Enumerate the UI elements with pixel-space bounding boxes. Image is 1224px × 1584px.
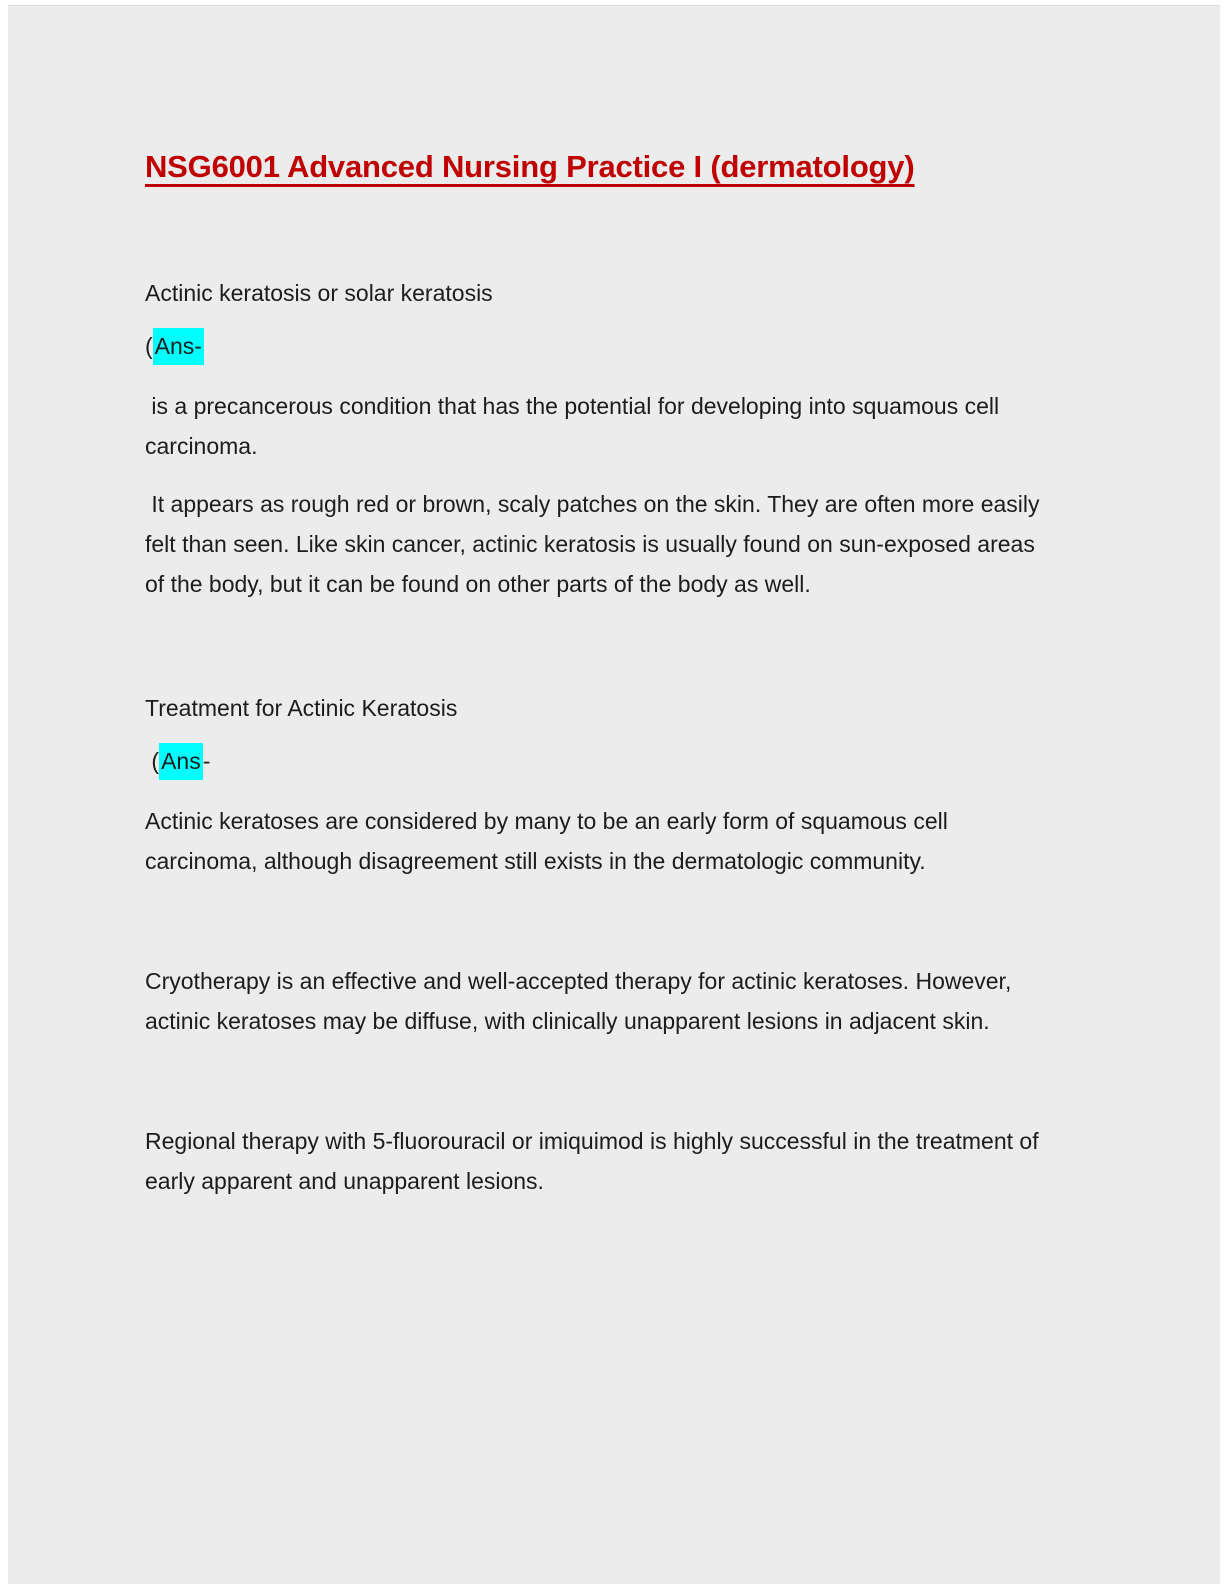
question-heading-actinic-keratosis: Actinic keratosis or solar keratosis xyxy=(145,280,493,306)
answer-marker-line xyxy=(145,326,1050,366)
paragraph-precancerous-condition: is a precancerous condition that has the potential for developing into squamous cell carcinoma. xyxy=(145,393,1006,459)
paragraph-appearance-description: It appears as rough red or brown, scaly patches on the skin. They are often more easily felt than seen. Like skin cancer, actinic keratosis is usually found on sun-exposed areas of the body, but it can be found on other parts of the body as well. xyxy=(145,491,1046,597)
paragraph-early-form: Actinic keratoses are considered by many to be an early form of squamous cell carcinoma, although disagreement still exists in the dermatologic community. xyxy=(145,808,955,874)
paragraph-regional-therapy: Regional therapy with 5-fluorouracil or imiquimod is highly successful in the treatment of early apparent and unapparent lesions. xyxy=(145,1128,1045,1194)
answer-suffix: - xyxy=(202,748,211,774)
question-heading-treatment: Treatment for Actinic Keratosis xyxy=(145,695,458,721)
answer-prefix: ( xyxy=(145,333,153,359)
document-content xyxy=(8,6,1050,1201)
paragraph-cryotherapy: Cryotherapy is an effective and well-accepted therapy for actinic keratoses. However, actinic keratoses may be diffuse, with clinically unapparent lesions in adjacent skin. xyxy=(145,968,1018,1034)
answer-highlight: Ans- xyxy=(153,328,204,365)
page-title: NSG6001 Advanced Nursing Practice I (dermatology) xyxy=(145,149,915,184)
answer-marker-line xyxy=(145,741,1050,781)
answer-prefix: ( xyxy=(145,748,160,774)
document-page xyxy=(8,5,1220,1584)
answer-highlight: Ans xyxy=(159,743,203,780)
